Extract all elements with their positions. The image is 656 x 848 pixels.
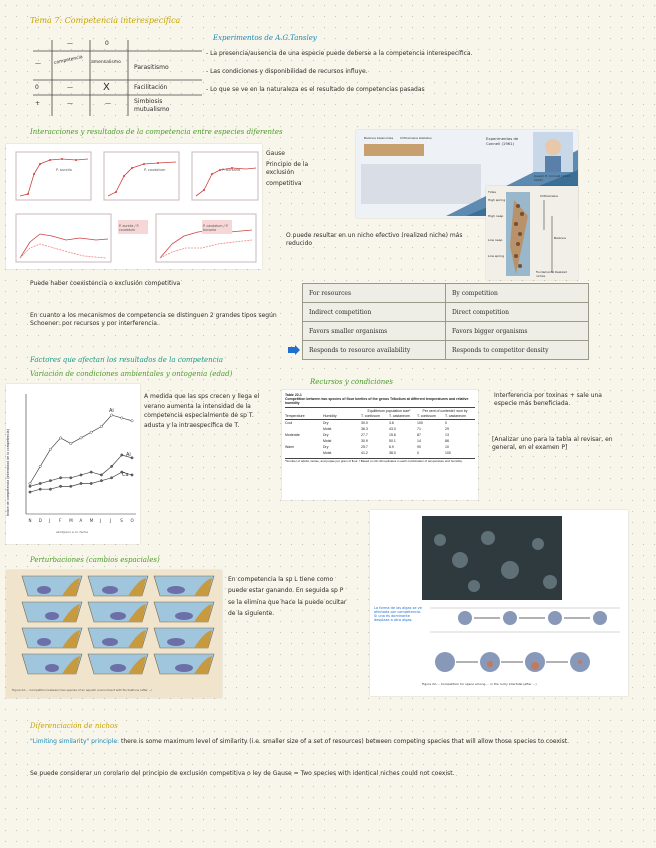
- table-cell: Responds to resource availability: [303, 341, 446, 360]
- data-point: [70, 485, 72, 487]
- competition-index-chart: [6, 384, 140, 544]
- col-zero-label: 0: [105, 40, 109, 47]
- section-title-nichos: Diferenciación de nichos: [30, 722, 118, 730]
- limiting-similarity-line: [30, 738, 630, 746]
- table-cell: 30.0: [361, 421, 368, 425]
- table-header-cell: T. confusum: [417, 414, 436, 418]
- chart-panel-3: [192, 152, 258, 200]
- table-cell: Direct competition: [446, 303, 589, 322]
- zone-label-high-spring: High spring: [488, 198, 506, 202]
- seaweed-figure: [370, 510, 628, 696]
- limiting-similarity-text: there is some maximum level of similarity (i.e. smaller size of a set of resources) between competing species that will allow those species to coexist.: [119, 738, 570, 745]
- data-point: [131, 457, 133, 459]
- x-tick-label: F: [59, 518, 62, 523]
- table-row: [303, 284, 589, 303]
- table-cell: Moderate: [285, 433, 300, 437]
- chart-interpretation-note: A medida que las sps crecen y llega el verano aumenta la intensidad de la competencia especialmente de sp T. adusta y la intraespecífica de T.: [144, 393, 260, 429]
- table-cell: Dry: [323, 433, 329, 437]
- section-title-resultados: Interacciones y resultados de la competencia entre especies diferentes: [30, 128, 283, 136]
- gause-charts: [6, 144, 262, 269]
- data-point: [29, 491, 31, 493]
- x-tick-label: O: [130, 518, 134, 523]
- table-header-cell: Humidity: [323, 414, 337, 418]
- table-cell: Moist: [323, 427, 332, 431]
- row-label-minus: —: [35, 60, 41, 67]
- cell-simbiosis: Simbiosis mutualismo: [134, 98, 170, 114]
- zone-label-niches: Fundamental Realized niches: [536, 270, 567, 278]
- table-cell: [285, 450, 323, 456]
- table-cell: By competition: [446, 284, 589, 303]
- table-cell: 43.0: [389, 427, 396, 431]
- section-title-perturbaciones: Perturbaciones (cambios espaciales): [30, 556, 160, 564]
- cell-x: X: [103, 82, 110, 93]
- table-header-cell: T. castaneum: [389, 414, 410, 418]
- gause-note-line-3: competitiva: [266, 180, 302, 188]
- chart-axes: [26, 394, 136, 514]
- cell-minus-3: —: [105, 100, 111, 107]
- competition-types-table: [302, 283, 589, 360]
- zone-label-tides: Tides: [488, 190, 496, 194]
- zone-label-balanus: Balanus: [554, 236, 566, 240]
- data-point: [131, 420, 133, 422]
- table-row: [303, 341, 589, 360]
- organism-blob: [102, 586, 118, 594]
- organism-blob: [110, 612, 126, 620]
- table-cell: 25.7: [361, 445, 368, 449]
- table-header-cell: T. castaneum: [445, 414, 466, 418]
- data-point: [49, 448, 51, 450]
- data-point: [59, 485, 61, 487]
- section-subtitle-condiciones: Variación de condiciones ambientales y ontogenia (edad): [30, 370, 233, 378]
- table-row: [303, 322, 589, 341]
- connell-title: Experimentos de Connell (1961): [486, 136, 519, 146]
- connell-note: O puede resultar en un nicho efectivo (realized niche) más reducido: [286, 232, 463, 248]
- table-cell: 15.6: [389, 433, 396, 437]
- table-cell: Dry: [323, 445, 329, 449]
- connell-label-chthamalus: Chthamalus stellatus: [400, 136, 432, 140]
- zone-label-low-neap: Low neap: [488, 238, 503, 242]
- table-header-cell: T. confusum: [361, 414, 380, 418]
- x-tick-label: A: [79, 518, 83, 523]
- organism-blob: [37, 586, 51, 594]
- data-point: [100, 474, 102, 476]
- data-point: [90, 431, 92, 433]
- chart-label-bursaria: P. bursaria: [222, 168, 241, 172]
- connell-zonation-figure: [486, 186, 578, 280]
- tribolium-table: [282, 390, 478, 500]
- organism-blob: [45, 612, 59, 620]
- table-cell: 87: [417, 433, 421, 437]
- data-point: [100, 479, 102, 481]
- x-tick-label: N: [28, 518, 32, 523]
- organism-blob: [102, 638, 118, 646]
- table-cell: Warm: [285, 445, 295, 449]
- organism-blob: [167, 586, 185, 594]
- chart-panel-2: [104, 152, 179, 200]
- recursos-title: Recursos y condiciones: [310, 378, 393, 386]
- table-cell: 38.0: [389, 451, 396, 455]
- series-line-1: [30, 455, 132, 486]
- table-cell: For resources: [303, 284, 446, 303]
- chart-label-caudatum: P. caudatum: [144, 168, 166, 172]
- table-cell: 36.3: [361, 427, 368, 431]
- table-cell: 0: [445, 421, 447, 425]
- data-point: [70, 442, 72, 444]
- tansley-title: Experimentos de A.G.Tansley: [213, 34, 317, 42]
- disturbance-figure: [6, 570, 222, 698]
- cell-minus-2: —: [67, 100, 73, 107]
- data-point: [121, 454, 123, 456]
- recursos-note: Interferencia por toxinas + sale una especie más beneficiada.: [494, 392, 602, 408]
- seaweed-photo: [422, 516, 562, 600]
- data-point: [110, 465, 112, 467]
- table-cell: 50.1: [389, 439, 396, 443]
- x-tick-label: M: [89, 518, 94, 523]
- cell-facilitacion: Facilitación: [134, 84, 168, 91]
- disturbance-note: En competencia la sp L tiene como puede estar ganando. En seguida sp P se la elimina que hace la puede ocultar de la siguiente.: [228, 576, 347, 618]
- group-header-1: Equilibrium population size*: [367, 409, 411, 413]
- cell-minus-1: —: [67, 84, 73, 91]
- data-point: [100, 425, 102, 427]
- x-tick-label: J: [48, 518, 51, 523]
- chart-panel-1: [16, 152, 91, 200]
- gause-charts-panel: [6, 144, 262, 269]
- zone-label-high-neap: High neap: [488, 214, 504, 218]
- table-cell: 100: [445, 451, 451, 455]
- table-cell: 13: [445, 433, 449, 437]
- gause-side-note: [266, 150, 336, 188]
- data-point: [131, 474, 133, 476]
- data-point: [39, 488, 41, 490]
- organism-blob: [175, 664, 193, 672]
- chart-ylabel: Índice de competencia (intensidad de la competencia): [6, 429, 10, 516]
- organism-blob: [45, 664, 59, 672]
- table-caption: Competition between two species of flour beetles of the genus Tribolium at different temperatures and relative humidity: [285, 397, 469, 405]
- disturbance-caption: Figure 22-... Competition between two species of an aquatic environment with fluctuations (after ...): [12, 688, 153, 692]
- table-cell: 86: [445, 439, 449, 443]
- zone-label-chthamalus: Chthamalus: [540, 194, 558, 198]
- table-row: [303, 303, 589, 322]
- organism-blob: [110, 664, 126, 672]
- chart-label-aurelia: P. aurelia: [56, 168, 72, 172]
- data-point: [80, 474, 82, 476]
- x-tick-label: D: [38, 518, 42, 523]
- gause-note-line-2: Principio de la exclusión: [266, 161, 309, 177]
- data-point: [49, 488, 51, 490]
- gause-corollary-line: Se puede considerar un corolario del principio de exclusión competitiva o ley de Gause = Two species with identical niches could not coexist.: [30, 770, 455, 777]
- barnacle-rock: [364, 144, 424, 156]
- tansley-line-2: - Las condiciones y disponibilidad de recursos influye.: [206, 68, 368, 75]
- data-point: [49, 479, 51, 481]
- tansley-line-1: - La presencia/ausencia de una especie puede deberse a la competencia interespecífica.: [206, 50, 473, 57]
- cell-competencia: competencia: [53, 55, 84, 66]
- gause-note-line-1: Gause: [266, 150, 285, 157]
- limiting-similarity-lead: "Limiting similarity" principle:: [30, 738, 120, 745]
- chart-label-mix-1: P. aurelia / P. caudatum: [119, 224, 139, 232]
- data-point: [59, 437, 61, 439]
- chart-panel-4: [16, 214, 111, 262]
- chart-label-mix-2: P. caudatum / P. bursaria: [203, 224, 229, 232]
- data-point: [110, 477, 112, 479]
- table-cell: Moist: [323, 451, 332, 455]
- types-note: En cuanto a los mecanismos de competencia se distinguen 2 grandes tipos según Schoener: por recursos y por interferencia.: [30, 312, 277, 328]
- table-cell: 14: [417, 439, 421, 443]
- zone-label-low-spring: Low spring: [488, 254, 505, 258]
- row-label-zero: 0: [35, 84, 39, 91]
- chart-x-ticks: [26, 518, 136, 526]
- coexist-note: Puede haber coexistencia o exclusión competitiva: [30, 280, 181, 287]
- table-row: [285, 450, 475, 456]
- arrow-right-icon: [288, 345, 300, 355]
- section-title-factores: Factores que afectan los resultados de la competencia: [30, 356, 223, 364]
- x-tick-label: J: [99, 518, 102, 523]
- connell-person-label: Joseph H. Connell (1923-2020): [534, 174, 572, 182]
- table-cell: Favors smaller organisms: [303, 322, 446, 341]
- organism-blob: [167, 638, 185, 646]
- table-cell: 27.7: [361, 433, 368, 437]
- table-cell: 6.9: [389, 445, 394, 449]
- table-cell: 29: [445, 427, 449, 431]
- connell-label-balanus: Balanus balanoides: [364, 136, 394, 140]
- data-point: [39, 465, 41, 467]
- series-line-0: [30, 415, 132, 483]
- row-label-plus: +: [35, 100, 41, 107]
- table-footnote: *Number of adults, larvae, and pupae per gram of flour. †Based on 20–30 replicates in each combination of temperature and humidity.: [285, 458, 475, 463]
- table-cell: 100: [417, 421, 423, 425]
- data-point: [80, 437, 82, 439]
- seaweed-diagram: [370, 510, 628, 696]
- table-cell: 90: [417, 445, 421, 449]
- table-cell: 30.9: [361, 439, 368, 443]
- data-point: [39, 482, 41, 484]
- organism-blob: [175, 612, 193, 620]
- data-point: [59, 477, 61, 479]
- series-label-ca: Ca: [122, 472, 129, 478]
- table-cell: Responds to competitor density: [446, 341, 589, 360]
- cell-parasitismo: Parasitismo: [134, 64, 169, 71]
- table-cell: 10: [445, 445, 449, 449]
- table-cell: 3.6: [389, 421, 394, 425]
- x-tick-label: S: [120, 518, 123, 523]
- seaweed-caption: Figure 22-... Competition for space among ... in the rocky intertidal (after ...): [422, 682, 537, 686]
- table-number: Table 22-1: [285, 393, 302, 397]
- table-cell: 0: [417, 451, 419, 455]
- data-point: [121, 417, 123, 419]
- disturbance-diagram: [6, 570, 222, 698]
- col-minus-label: —: [67, 40, 73, 47]
- table-cell: Cool: [285, 421, 293, 425]
- table-cell: Moist: [323, 439, 332, 443]
- series-label-ai-mid: Ai: [126, 452, 131, 458]
- chart-xlabel: abril/junio a.m. fecha: [56, 530, 88, 534]
- table-header-cell: Temperature: [285, 414, 305, 418]
- x-tick-label: M: [69, 518, 73, 523]
- data-point: [90, 482, 92, 484]
- table-cell: Dry: [323, 421, 329, 425]
- interaction-table: [30, 38, 205, 118]
- x-tick-label: J: [110, 518, 112, 523]
- seaweed-handwritten-note: La forma de las algas se ve afectada por competencia. Si una es dominante desplaza a otra algas.: [374, 606, 422, 622]
- data-point: [29, 482, 31, 484]
- data-point: [29, 485, 31, 487]
- cell-amensalismo: amensalismo: [91, 60, 121, 65]
- section-title-competencia: Tema 7: Competencia interespecífica: [30, 16, 181, 25]
- recursos-note-2: [Analizar uno para la tabla al revisar, en general, en el examen P]: [492, 436, 613, 452]
- table-cell: 71: [417, 427, 421, 431]
- data-point: [80, 482, 82, 484]
- organism-blob: [37, 638, 51, 646]
- table-cell: 41.2: [361, 451, 368, 455]
- tansley-line-3: - Lo que se ve en la naturaleza es el resultado de competencias pasadas: [206, 86, 425, 93]
- data-point: [90, 471, 92, 473]
- group-header-2: Per cent of contests† won by: [422, 409, 468, 413]
- data-point: [70, 477, 72, 479]
- table-cell: Indirect competition: [303, 303, 446, 322]
- table-cell: Favors bigger organisms: [446, 322, 589, 341]
- series-label-ai-top: Ai: [109, 408, 114, 414]
